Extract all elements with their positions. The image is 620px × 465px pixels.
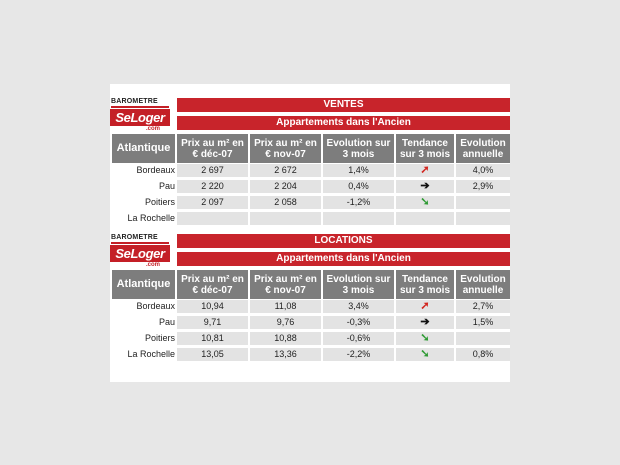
city-label: Bordeaux: [136, 165, 175, 175]
trend-cell: [396, 300, 454, 313]
column-header: Prix au m² en € nov-07: [250, 134, 321, 163]
city-label: Poitiers: [144, 197, 175, 207]
trend-up-arrow-icon: ➚: [420, 164, 430, 176]
table-cell: 2 697: [177, 164, 248, 177]
city-label: Pau: [158, 317, 175, 327]
table-cell: 1,4%: [323, 164, 394, 177]
table-cell: 2,7%: [456, 300, 510, 313]
table-cell: [456, 196, 510, 209]
column-header: Prix au m² en € nov-07: [250, 270, 321, 299]
city-label: Bordeaux: [136, 301, 175, 311]
seloger-logo: [110, 98, 172, 134]
column-header: Evolution annuelle: [456, 270, 510, 299]
city-label: La Rochelle: [127, 349, 175, 359]
table-cell: 9,76: [250, 316, 321, 329]
table-cell: 1,5%: [456, 316, 510, 329]
table-cell: [323, 212, 394, 225]
table-cell: 4,0%: [456, 164, 510, 177]
table-cell: -0,3%: [323, 316, 394, 329]
column-header: Atlantique: [112, 134, 175, 163]
table-cell: 11,08: [250, 300, 321, 313]
city-label: La Rochelle: [127, 213, 175, 223]
trend-down-arrow-icon: ➘: [420, 196, 430, 208]
trend-cell: [396, 332, 454, 345]
trend-down-arrow-icon: ➘: [420, 332, 430, 344]
table-cell: 13,36: [250, 348, 321, 361]
table-cell: [177, 212, 248, 225]
table-cell: 2 058: [250, 196, 321, 209]
trend-right-arrow-icon: ➔: [420, 180, 430, 192]
barometer-panel: [110, 84, 510, 382]
table-cell: 2,9%: [456, 180, 510, 193]
column-header: Atlantique: [112, 270, 175, 299]
table-cell: [456, 212, 510, 225]
table-cell: 2 220: [177, 180, 248, 193]
table-cell: 10,81: [177, 332, 248, 345]
table-cell: 13,05: [177, 348, 248, 361]
table-cell: 2 204: [250, 180, 321, 193]
table-cell: 0,8%: [456, 348, 510, 361]
table-cell: 2 097: [177, 196, 248, 209]
section-subtitle: Appartements dans l'Ancien: [177, 116, 510, 130]
section-subtitle: Appartements dans l'Ancien: [177, 252, 510, 266]
brand-name: SeLoger: [110, 245, 170, 262]
trend-right-arrow-icon: ➔: [420, 316, 430, 328]
column-header: Evolution sur 3 mois: [323, 270, 394, 299]
table-cell: [250, 212, 321, 225]
column-header: Tendance sur 3 mois: [396, 270, 454, 299]
trend-up-arrow-icon: ➚: [420, 300, 430, 312]
city-label: Poitiers: [144, 333, 175, 343]
trend-cell: [396, 348, 454, 361]
brand-name: SeLoger: [110, 109, 170, 126]
column-header: Tendance sur 3 mois: [396, 134, 454, 163]
city-label: Pau: [158, 181, 175, 191]
trend-cell: [396, 196, 454, 209]
table-cell: 10,88: [250, 332, 321, 345]
seloger-logo: [110, 234, 172, 270]
brand-suffix: .com: [146, 262, 161, 268]
table-cell: 0,4%: [323, 180, 394, 193]
trend-cell: [396, 180, 454, 193]
table-cell: -0,6%: [323, 332, 394, 345]
column-header: Prix au m² en € déc-07: [177, 134, 248, 163]
trend-cell: [396, 212, 454, 225]
brand-suffix: .com: [146, 126, 161, 132]
table-cell: 3,4%: [323, 300, 394, 313]
section-title: LOCATIONS: [177, 234, 510, 248]
column-header: Prix au m² en € déc-07: [177, 270, 248, 299]
barometre-label: BAROMETRE: [111, 98, 169, 108]
table-cell: -2,2%: [323, 348, 394, 361]
trend-down-arrow-icon: ➘: [420, 348, 430, 360]
trend-cell: [396, 164, 454, 177]
trend-cell: [396, 316, 454, 329]
section-title: VENTES: [177, 98, 510, 112]
column-header: Evolution annuelle: [456, 134, 510, 163]
table-cell: 9,71: [177, 316, 248, 329]
table-cell: 2 672: [250, 164, 321, 177]
table-cell: -1,2%: [323, 196, 394, 209]
table-cell: 10,94: [177, 300, 248, 313]
column-header: Evolution sur 3 mois: [323, 134, 394, 163]
barometre-label: BAROMETRE: [111, 234, 169, 244]
table-cell: [456, 332, 510, 345]
